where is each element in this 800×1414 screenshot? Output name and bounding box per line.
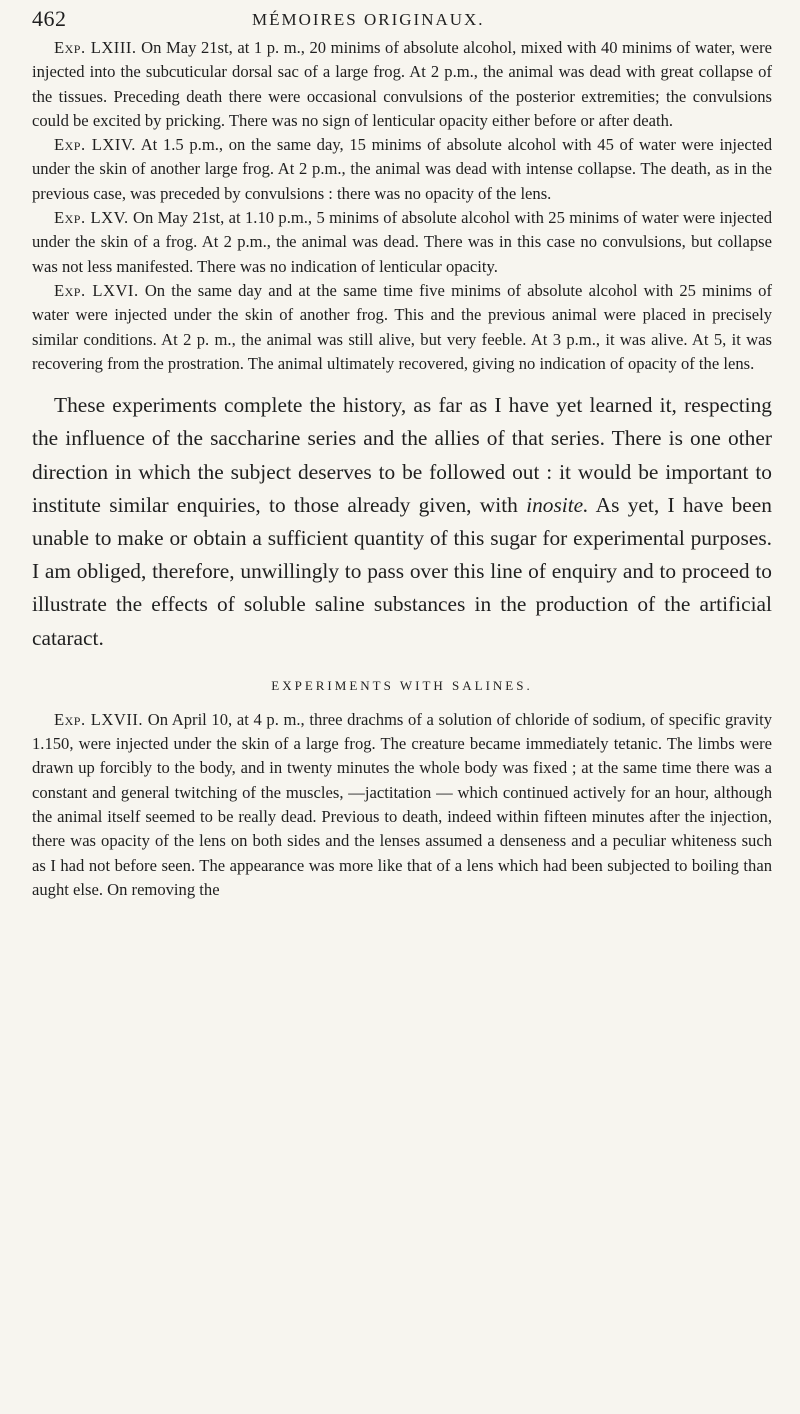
- document-page: [32, 6, 772, 902]
- page-header: [32, 6, 772, 36]
- experiment-paragraph: [32, 279, 772, 376]
- experiment-text: On the same day and at the same time five minims of absolute alcohol with 25 minims of water were injected under the skin of another frog. This and the previous animal were placed in precisely similar conditions. At 2 p. m., the animal was still alive, but very feeble. At 3 p.m., it was alive. At 5, it was recovering from the prostration. The animal ultimately recovered, giving no indication of opacity of the lens.: [32, 280, 772, 373]
- section-heading: EXPERIMENTS WITH SALINES.: [271, 677, 533, 693]
- experiment-text: On May 21st, at 1 p. m., 20 minims of absolute alcohol, mixed with 40 minims of water, were injected into the subcuticular dorsal sac of a large frog. At 2 p.m., the animal was dead with great collapse of the tissues. Preceding death there were occasional convulsions of the posterior extremities; the convulsions could be excited by pricking. There was no sign of lenticular opacity either before or after death.: [32, 38, 773, 130]
- experiment-label: Exp. LXIV.: [54, 135, 136, 155]
- summary-paragraph: [32, 389, 772, 655]
- experiment-label: Exp. LXVI.: [54, 280, 139, 300]
- experiment-label: Exp. LXV.: [54, 208, 129, 228]
- summary-italic: inosite.: [526, 492, 589, 517]
- experiment-label: Exp. LXVII.: [54, 709, 144, 729]
- experiment-paragraph: [32, 206, 772, 279]
- experiment-list: [32, 36, 772, 376]
- experiment-text: At 1.5 p.m., on the same day, 15 minims of absolute alcohol with 45 of water were injected under the skin of another large frog. At 2 p.m., the animal was dead with intense collapse. The death, as in the previous case, was preceded by convulsions : there was no opacity of the lens.: [32, 135, 772, 203]
- summary-text-2: As yet, I have been unable to make or obtain a sufficient quantity of this sugar for experimental purposes. I am obliged, therefore, unwillingly to pass over this line of enquiry and to proceed to illustrate the effects of soluble saline substances in the production of the artificial cataract.: [32, 492, 772, 650]
- running-head: MÉMOIRES ORIGINAUX.: [252, 10, 485, 29]
- experiment-paragraph: [32, 133, 772, 206]
- experiment-label: Exp. LXIII.: [54, 38, 137, 57]
- page-number: 462: [32, 6, 67, 31]
- experiment-text: On April 10, at 4 p. m., three drachms of a solution of chloride of sodium, of specific gravity 1.150, were injected under the skin of a large frog. The creature became immediately tetanic. The limbs were drawn up forcibly to the body, and in twenty minutes the whole body was fixed ; at the same time there was a constant and general twitching of the muscles, —jactitation — which continued actively for an hour, although the animal itself seemed to be really dead. Previous to death, indeed within fifteen minutes after the injection, there was opacity of the lens on both sides and the lenses assumed a denseness and a peculiar whiteness such as I had not before seen. The appearance was more like that of a lens which had been subjected to boiling than aught else. On removing the: [32, 709, 773, 899]
- experiment-text: On May 21st, at 1.10 p.m., 5 minims of absolute alcohol with 25 minims of water were injected under the skin of a frog. At 2 p.m., the animal was dead. There was in this case no convulsions, but collapse was not less manifested. There was no indication of lenticular opacity.: [32, 208, 772, 276]
- summary-text-1: These experiments complete the history, as far as I have yet learned it, respecting the influence of the saccharine series and the allies of that series. There is one other direction in which the subject deserves to be followed out : it would be important to institute similar enquiries, to those already given, with: [32, 393, 772, 517]
- experiment-paragraph: [32, 36, 772, 133]
- experiment-paragraph: [32, 708, 772, 902]
- continued-experiment: [32, 708, 772, 902]
